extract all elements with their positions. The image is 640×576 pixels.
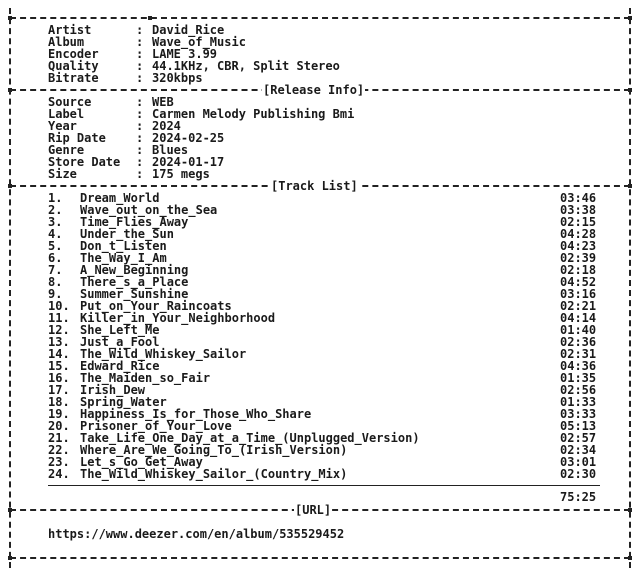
track-list-heading: [Track List] xyxy=(271,179,358,193)
track-duration: 02:21 xyxy=(560,299,597,313)
track-duration: 03:01 xyxy=(560,455,597,469)
track-number: 9. xyxy=(48,287,63,301)
track-number: 10. xyxy=(48,299,70,313)
track-title: A_New_Beginning xyxy=(80,263,189,277)
info-key: Quality xyxy=(48,59,99,73)
track-number: 20. xyxy=(48,419,70,433)
separator-colon: : xyxy=(136,71,144,85)
release-key: Source xyxy=(48,95,92,109)
track-number: 5. xyxy=(48,239,63,253)
corner-mark xyxy=(628,556,632,560)
track-title: Don_t_Listen xyxy=(80,239,167,253)
release-value: WEB xyxy=(152,95,174,109)
bottom-border xyxy=(10,557,630,559)
release-value: 2024 xyxy=(152,119,181,133)
info-value: 320kbps xyxy=(152,71,203,85)
separator-colon: : xyxy=(136,143,144,157)
track-number: 18. xyxy=(48,395,70,409)
track-title: Dream_World xyxy=(80,191,160,205)
info-value: LAME 3.99 xyxy=(152,47,218,61)
track-title: Irish_Dew xyxy=(80,383,146,397)
track-duration: 03:16 xyxy=(560,287,597,301)
track-title: Wave_out_on_the_Sea xyxy=(80,203,218,217)
separator-colon: : xyxy=(136,35,144,49)
release-key: Rip Date xyxy=(48,131,106,145)
album-url[interactable]: https://www.deezer.com/en/album/535529452 xyxy=(48,527,345,541)
track-title: The_Wild_Whiskey_Sailor xyxy=(80,347,247,361)
junction-mark xyxy=(148,16,152,20)
url-heading: [URL] xyxy=(295,503,332,517)
track-duration: 02:31 xyxy=(560,347,597,361)
track-number: 6. xyxy=(48,251,63,265)
release-value: 2024-02-25 xyxy=(152,131,225,145)
info-key: Artist xyxy=(48,23,92,37)
track-title: Take_Life_One_Day_at_a_Time_(Unplugged_Version) xyxy=(80,431,420,445)
separator-colon: : xyxy=(136,95,144,109)
corner-mark xyxy=(8,556,12,560)
track-number: 4. xyxy=(48,227,63,241)
release-key: Genre xyxy=(48,143,85,157)
junction-mark xyxy=(628,88,632,92)
track-number: 1. xyxy=(48,191,63,205)
track-number: 24. xyxy=(48,467,70,481)
track-duration: 02:56 xyxy=(560,383,597,397)
track-number: 2. xyxy=(48,203,63,217)
right-border xyxy=(629,8,631,568)
separator-colon: : xyxy=(136,107,144,121)
track-number: 14. xyxy=(48,347,70,361)
separator-colon: : xyxy=(136,23,144,37)
track-title: Under_the_Sun xyxy=(80,227,174,241)
track-title: Edward_Rice xyxy=(80,359,160,373)
track-title: Time_Flies_Away xyxy=(80,215,189,229)
track-number: 3. xyxy=(48,215,63,229)
corner-mark xyxy=(8,16,12,20)
track-title: The_Way_I_Am xyxy=(80,251,167,265)
left-border xyxy=(9,8,11,568)
track-title: Killer_in_Your_Neighborhood xyxy=(80,311,276,325)
track-title: The_Maiden_so_Fair xyxy=(80,371,211,385)
info-key: Bitrate xyxy=(48,71,99,85)
release-value: 2024-01-17 xyxy=(152,155,225,169)
info-key: Album xyxy=(48,35,85,49)
track-title: She_Left_Me xyxy=(80,323,160,337)
track-duration: 03:46 xyxy=(560,191,597,205)
separator-colon: : xyxy=(136,47,144,61)
separator-colon: : xyxy=(136,119,144,133)
track-title: Prisoner_of_Your_Love xyxy=(80,419,232,433)
track-title: Summer_Sunshine xyxy=(80,287,189,301)
top-border xyxy=(10,17,630,19)
track-title: The_Wild_Whiskey_Sailor_(Country_Mix) xyxy=(80,467,348,481)
track-number: 7. xyxy=(48,263,63,277)
release-key: Store Date xyxy=(48,155,121,169)
track-duration: 04:23 xyxy=(560,239,597,253)
release-value: Blues xyxy=(152,143,189,157)
junction-mark xyxy=(8,88,12,92)
separator-colon: : xyxy=(136,167,144,181)
junction-mark xyxy=(8,184,12,188)
track-title: Spring_Water xyxy=(80,395,167,409)
release-key: Label xyxy=(48,107,85,121)
track-duration: 03:38 xyxy=(560,203,597,217)
junction-mark xyxy=(628,184,632,188)
track-duration: 02:39 xyxy=(560,251,597,265)
release-value: Carmen Melody Publishing Bmi xyxy=(152,107,355,121)
track-number: 22. xyxy=(48,443,70,457)
track-title: There_s_a_Place xyxy=(80,275,189,289)
track-number: 11. xyxy=(48,311,70,325)
track-number: 13. xyxy=(48,335,70,349)
track-title: Put_on_Your_Raincoats xyxy=(80,299,232,313)
corner-mark xyxy=(628,16,632,20)
total-duration: 75:25 xyxy=(560,490,597,504)
track-duration: 05:13 xyxy=(560,419,597,433)
release-key: Size xyxy=(48,167,77,181)
track-title: Just_a_Fool xyxy=(80,335,160,349)
track-number: 8. xyxy=(48,275,63,289)
info-value: David_Rice xyxy=(152,23,225,37)
track-duration: 01:40 xyxy=(560,323,597,337)
track-number: 16. xyxy=(48,371,70,385)
track-number: 17. xyxy=(48,383,70,397)
track-title: Happiness_Is_for_Those_Who_Share xyxy=(80,407,312,421)
release-info-heading: [Release Info] xyxy=(263,83,365,97)
junction-mark xyxy=(628,508,632,512)
track-duration: 02:34 xyxy=(560,443,597,457)
track-duration: 04:52 xyxy=(560,275,597,289)
info-value: 44.1KHz, CBR, Split Stereo xyxy=(152,59,340,73)
track-duration: 02:57 xyxy=(560,431,597,445)
track-duration: 04:28 xyxy=(560,227,597,241)
track-duration: 03:33 xyxy=(560,407,597,421)
separator-colon: : xyxy=(136,131,144,145)
track-number: 23. xyxy=(48,455,70,469)
separator-colon: : xyxy=(136,155,144,169)
track-duration: 01:35 xyxy=(560,371,597,385)
track-duration: 01:33 xyxy=(560,395,597,409)
track-number: 12. xyxy=(48,323,70,337)
release-value: 175 megs xyxy=(152,167,210,181)
track-duration: 04:14 xyxy=(560,311,597,325)
track-title: Where_Are_We_Going_To_(Irish_Version) xyxy=(80,443,348,457)
info-key: Encoder xyxy=(48,47,99,61)
track-number: 21. xyxy=(48,431,70,445)
separator-colon: : xyxy=(136,59,144,73)
track-number: 15. xyxy=(48,359,70,373)
total-rule xyxy=(48,485,600,486)
track-duration: 02:15 xyxy=(560,215,597,229)
info-value: Wave_of_Music xyxy=(152,35,246,49)
release-key: Year xyxy=(48,119,77,133)
track-duration: 02:36 xyxy=(560,335,597,349)
track-duration: 02:18 xyxy=(560,263,597,277)
track-number: 19. xyxy=(48,407,70,421)
junction-mark xyxy=(8,508,12,512)
track-title: Let_s_Go_Get_Away xyxy=(80,455,203,469)
track-duration: 02:30 xyxy=(560,467,597,481)
track-duration: 04:36 xyxy=(560,359,597,373)
